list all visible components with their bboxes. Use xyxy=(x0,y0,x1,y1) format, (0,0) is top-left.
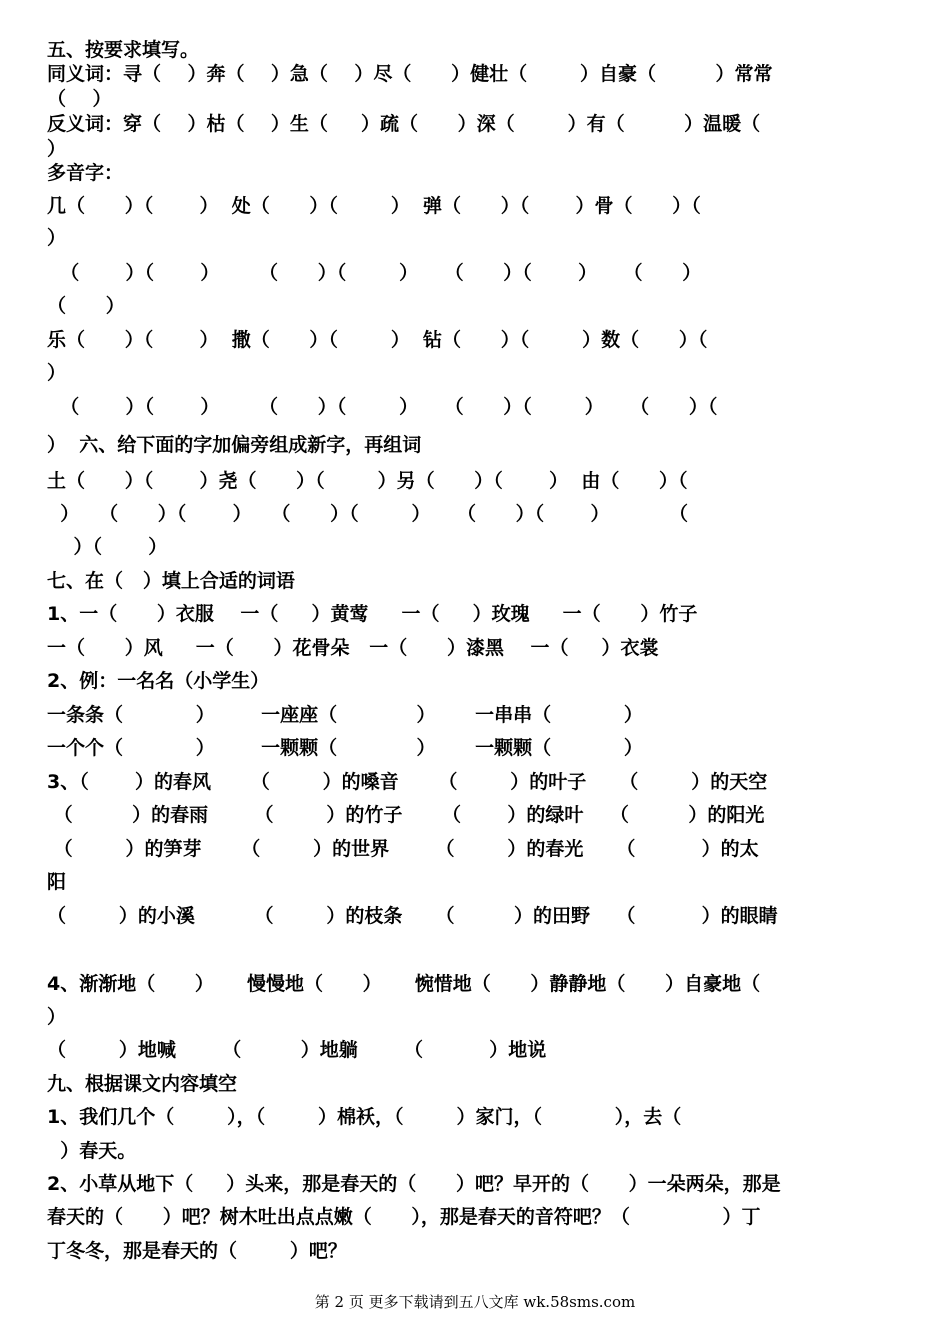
text-line: 几（ ）（ ） 处（ ）（ ） 弹（ ）（ ）骨（ ）（ xyxy=(47,195,701,217)
text-line: ） xyxy=(47,138,67,160)
text-line: （ ）的小溪 （ ）的枝条 （ ）的田野 （ ）的眼睛 xyxy=(47,905,778,927)
text-line: 一个个（ ） 一颗颗（ ） 一颗颗（ ） xyxy=(47,737,643,759)
page-footer: 第 2 页 更多下载请到五八文库 wk.58sms.com xyxy=(314,1293,636,1311)
text-line: 同义词：寻（ ）奔（ ）急（ ）尽（ ）健壮（ ）自豪（ ）常常 xyxy=(47,63,773,85)
text-line: （ ）的笋芽 （ ）的世界 （ ）的春光 （ ）的太 xyxy=(47,838,759,860)
text-line: 土（ ）（ ）尧（ ）（ ）另（ ）（ ） 由（ ）（ xyxy=(47,470,688,492)
text-line: 1、我们几个（ ），（ ）棉袄，（ ）家门，（ ），去（ xyxy=(47,1106,682,1128)
text-line: （ ）的春雨 （ ）的竹子 （ ）的绿叶 （ ）的阳光 xyxy=(47,804,765,826)
text-line: 七、在（ ）填上合适的词语 xyxy=(47,570,295,592)
text-line: ）春天。 xyxy=(47,1140,137,1162)
text-line: 丁冬冬，那是春天的（ ）吧？ xyxy=(47,1240,347,1262)
text-line: ） xyxy=(47,227,67,249)
text-line: 反义词：穿（ ）枯（ ）生（ ）疏（ ）深（ ）有（ ）温暖（ xyxy=(47,113,761,135)
text-line xyxy=(47,934,907,966)
text-line: （ ）（ ） （ ）（ ） （ ）（ ） （ ） xyxy=(47,262,702,284)
text-line: （ ）地喊 （ ）地躺 （ ）地说 xyxy=(47,1039,547,1061)
text-line: 1、一（ ）衣服 一（ ）黄莺 一（ ）玫瑰 一（ ）竹子 xyxy=(47,603,698,625)
text-line: （ ）（ ） （ ）（ ） （ ）（ ） （ ）（ xyxy=(47,396,718,418)
text-line: ） xyxy=(47,362,67,384)
text-line: 多音字： xyxy=(47,162,124,184)
text-line: ）（ ） xyxy=(47,536,168,558)
text-line: （ ） xyxy=(47,295,125,317)
text-line: 乐（ ）（ ） 撒（ ）（ ） 钻（ ）（ ）数（ ）（ xyxy=(47,329,708,351)
text-line: ） 六、给下面的字加偏旁组成新字，再组词 xyxy=(47,434,422,456)
text-line: 五、按要求填写。 xyxy=(47,39,200,61)
text-line: 阳 xyxy=(47,871,67,893)
text-line: （ ） xyxy=(47,88,112,110)
text-line: ） （ ）（ ） （ ）（ ） （ ）（ ） （ xyxy=(47,503,689,525)
text-line: 九、根据课文内容填空 xyxy=(47,1073,238,1095)
text-line: 一（ ）风 一（ ）花骨朵 一（ ）漆黑 一（ ）衣裳 xyxy=(47,637,659,659)
text-line: 2、例：一名名（小学生） xyxy=(47,670,270,692)
text-line: 3、（ ）的春风 （ ）的嗓音 （ ）的叶子 （ ）的天空 xyxy=(47,771,768,793)
text-line: 一条条（ ） 一座座（ ） 一串串（ ） xyxy=(47,704,643,726)
text-line: 2、小草从地下（ ）头来，那是春天的（ ）吧？早开的（ ）一朵两朵，那是 xyxy=(47,1173,781,1195)
text-line: 春天的（ ）吧？树木吐出点点嫩（ ），那是春天的音符吧？（ ）丁 xyxy=(47,1206,761,1228)
text-line: ） xyxy=(47,1006,67,1028)
text-line: 4、渐渐地（ ） 慢慢地（ ） 惋惜地（ ）静静地（ ）自豪地（ xyxy=(47,973,761,995)
